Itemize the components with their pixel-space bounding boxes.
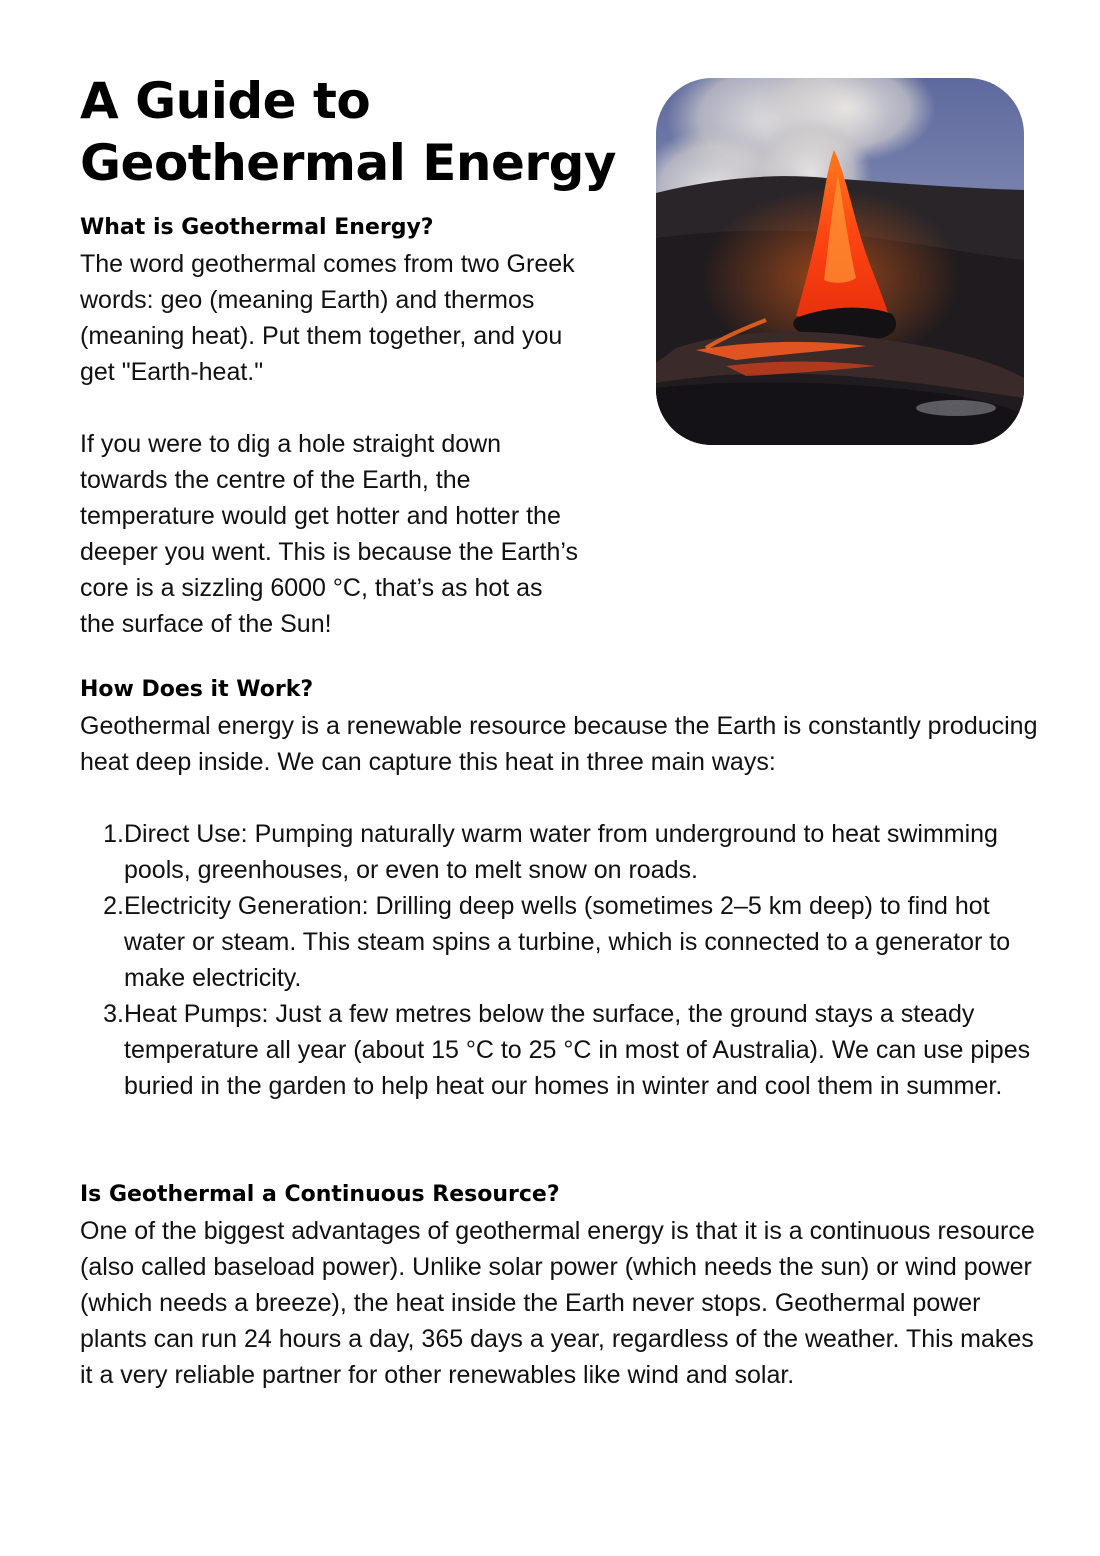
list-item-text: Electricity Generation: Drilling deep wells (sometimes 2–5 km deep) to find hot water or steam. This steam spins a turbine, which is connected to a generator to make electricity. <box>124 892 1011 992</box>
list-item-number: 1. <box>103 820 124 848</box>
list-item-number: 3. <box>103 1000 124 1028</box>
list-item <box>80 816 1040 888</box>
section-heading: Is Geothermal a Continuous Resource? <box>80 1182 560 1207</box>
page-title-line-2: Geothermal Energy <box>80 134 616 192</box>
list-item <box>80 888 1040 996</box>
list-item-text: Direct Use: Pumping naturally warm water from underground to heat swimming pools, greenhouses, or even to melt snow on roads. <box>124 820 998 884</box>
volcano-image <box>656 78 1024 445</box>
list-item-text: Heat Pumps: Just a few metres below the surface, the ground stays a steady temperature all year (about 15 °C to 25 °C in most of Australia). We can use pipes buried in the garden to help heat our homes in winter and cool them in summer. <box>124 1000 1031 1100</box>
list-item-number: 2. <box>103 892 124 920</box>
intro-paragraph-1: The word geothermal comes from two Greek words: geo (meaning Earth) and thermos (meaning heat). Put them together, and you get "Earth-heat." <box>80 250 575 386</box>
continuous-paragraph: One of the biggest advantages of geothermal energy is that it is a continuous resource (also called baseload power). Unlike solar power (which needs the sun) or wind power (which needs a breeze), the heat inside the Earth never stops. Geothermal power plants can run 24 hours a day, 365 days a year, regardless of the weather. This makes it a very reliable partner for other renewables like wind and solar. <box>80 1217 1035 1389</box>
page-title-line-1: A Guide to <box>80 72 371 130</box>
section-heading: What is Geothermal Energy? <box>80 215 434 240</box>
list-item <box>80 996 1040 1104</box>
how-intro-paragraph: Geothermal energy is a renewable resource because the Earth is constantly producing heat deep inside. We can capture this heat in three main ways: <box>80 712 1038 776</box>
page-title <box>80 70 640 194</box>
section-heading: How Does it Work? <box>80 677 314 702</box>
steps-list <box>80 816 1040 1104</box>
how-section <box>80 672 1040 1104</box>
intro-paragraph-2: If you were to dig a hole straight down towards the centre of the Earth, the temperature would get hotter and hotter the deeper you went. This is because the Earth’s core is a sizzling 6000 °C, that’s as hot as the surface of the Sun! <box>80 430 578 638</box>
intro-section <box>80 210 580 642</box>
continuous-section <box>80 1177 1040 1393</box>
